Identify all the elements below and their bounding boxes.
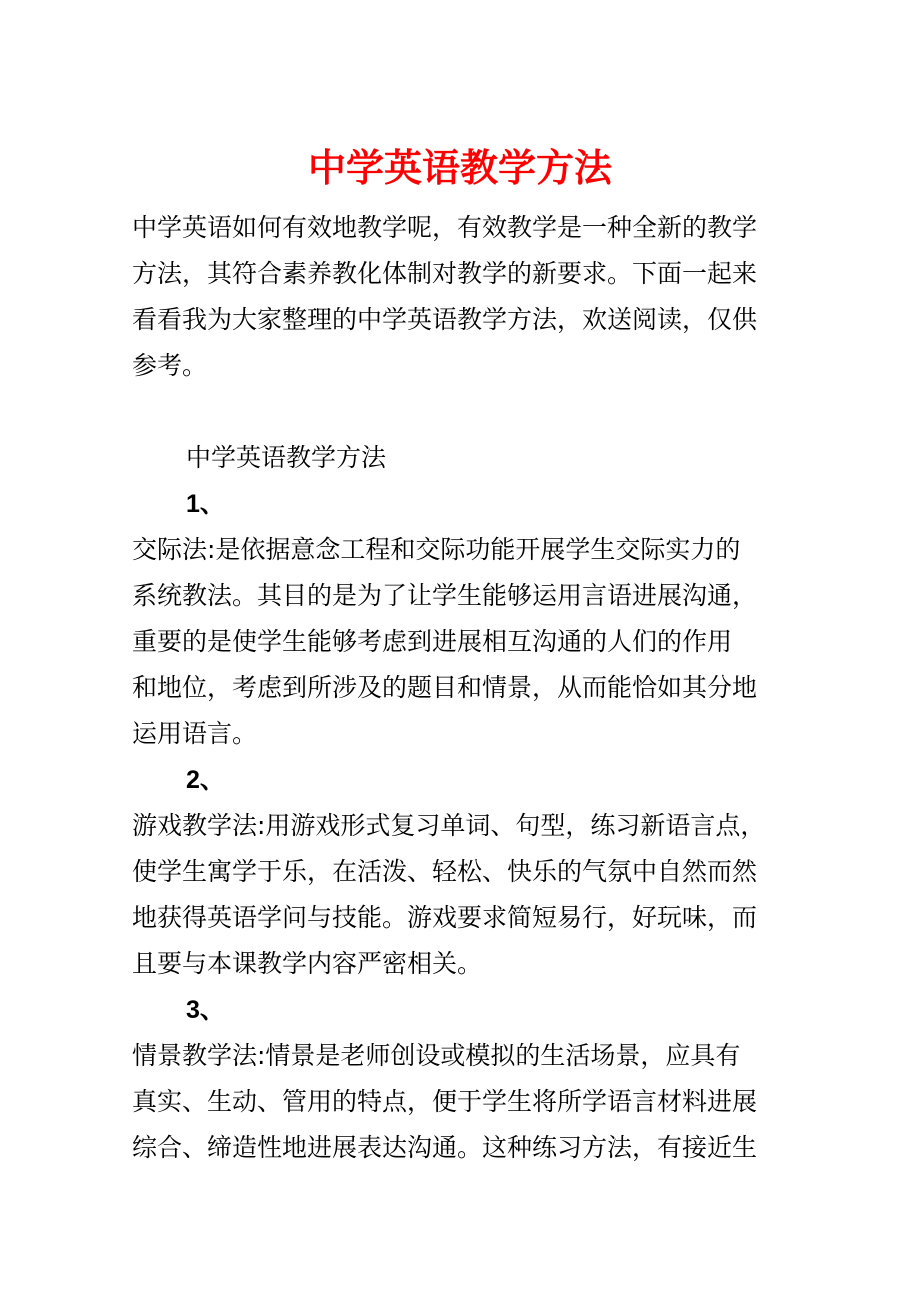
item-number: 3、 [186,996,225,1024]
item-line: 游戏教学法:用游戏形式复习单词、句型，练习新语言点， [132,811,766,840]
item-line: 使学生寓学于乐，在活泼、轻松、快乐的气氛中自然而然 [132,857,758,886]
item-line: 且要与本课教学内容严密相关。 [132,949,483,978]
item-line: 和地位，考虑到所涉及的题目和情景，从而能恰如其分地 [132,673,758,702]
item-line: 系统教法。其目的是为了让学生能够运用言语进展沟通， [132,581,758,610]
intro-line: 方法，其符合素养教化体制对教学的新要求。下面一起来 [132,259,758,288]
intro-line: 参考。 [132,351,208,380]
item-line: 重要的是使学生能够考虑到进展相互沟通的人们的作用 [132,627,733,656]
document-title: 中学英语教学方法 [307,145,612,190]
intro-line: 看看我为大家整理的中学英语教学方法，欢送阅读，仅供 [132,305,758,334]
item-line: 综合、缔造性地进展表达沟通。这种练习方法，有接近生 [132,1133,758,1162]
item-line: 交际法:是依据意念工程和交际功能开展学生交际实力的 [132,535,741,564]
paragraph-spacer [132,389,792,435]
item-line: 真实、生动、管用的特点，便于学生将所学语言材料进展 [132,1087,758,1116]
item-number: 1、 [186,490,225,518]
intro-line: 中学英语如何有效地教学呢，有效教学是一种全新的教学 [132,213,758,242]
item-line: 情景教学法:情景是老师创设或模拟的生活场景，应具有 [132,1041,741,1070]
item-number: 2、 [186,766,225,794]
item-line: 地获得英语学问与技能。游戏要求简短易行，好玩味，而 [132,903,758,932]
document-body [132,205,792,1171]
section-heading: 中学英语教学方法 [186,443,387,472]
item-line: 运用语言。 [132,719,258,748]
